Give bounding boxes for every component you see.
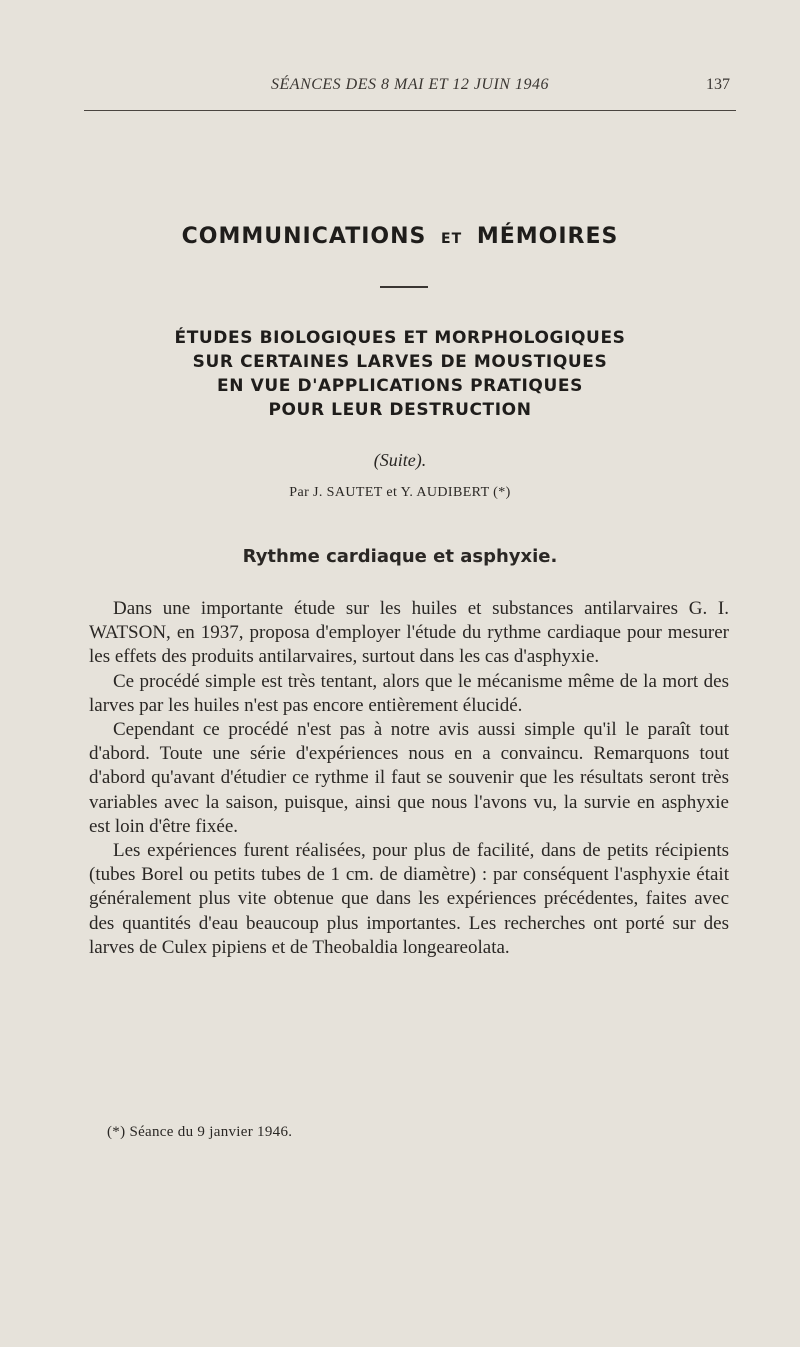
article-title-line: POUR LEUR DESTRUCTION <box>268 400 532 420</box>
article-title-line: ÉTUDES BIOLOGIQUES ET MORPHOLOGIQUES <box>174 328 626 348</box>
header-rule <box>84 110 736 111</box>
byline: Par J. SAUTET et Y. AUDIBERT (*) <box>289 485 511 500</box>
running-head <box>84 76 736 100</box>
page-number: 137 <box>706 76 730 93</box>
paragraph: Cependant ce procédé n'est pas à notre avis aussi simple qu'il le paraît tout d'abord. Toute une série d'expériences nous en a convaincu. Remarquons tout d'abord qu'avant d'étudier ce rythme il faut se souvenir que les résultats seront très variables avec la saison, puisque, ainsi que nous l'avons vu, la survie en asphyxie est loin d'être fixée. <box>89 719 729 837</box>
running-title: SÉANCES DES 8 MAI ET 12 JUIN 1946 <box>271 76 549 93</box>
section-title <box>0 224 800 249</box>
paragraph: Ce procédé simple est très tentant, alors que le mécanisme même de la mort des larves par les huiles n'est pas encore entièrement élucidé. <box>89 670 729 716</box>
article-title <box>0 326 800 422</box>
article-title-line: SUR CERTAINES LARVES DE MOUSTIQUES <box>192 352 608 372</box>
subheading: Rythme cardiaque et asphyxie. <box>242 546 558 567</box>
section-title-part1: COMMUNICATIONS <box>181 224 427 249</box>
section-title-connector: ET <box>441 231 463 247</box>
article-title-line: EN VUE D'APPLICATIONS PRATIQUES <box>217 376 583 396</box>
paragraph: Les expériences furent réalisées, pour plus de facilité, dans de petits récipients (tubes Borel ou petits tubes de 1 cm. de diamètre) : par conséquent l'asphyxie était généralement plus vite obtenue que dans les expériences précédentes, faites avec des quantités d'eau beaucoup plus importantes. Les recherches ont porté sur des larves de Culex pipiens et de Theobaldia longeareolata. <box>89 840 729 958</box>
section-title-part2: MÉMOIRES <box>476 224 619 249</box>
title-rule <box>380 286 428 288</box>
body-text <box>89 597 729 960</box>
suite-label: (Suite). <box>373 450 427 470</box>
paragraph: Dans une importante étude sur les huiles et substances antilarvaires G. I. WATSON, en 1937, proposa d'employer l'étude du rythme cardiaque pour mesurer les effets des produits antilarvaires, surtout dans les cas d'asphyxie. <box>89 598 729 668</box>
footnote: (*) Séance du 9 janvier 1946. <box>107 1124 293 1140</box>
